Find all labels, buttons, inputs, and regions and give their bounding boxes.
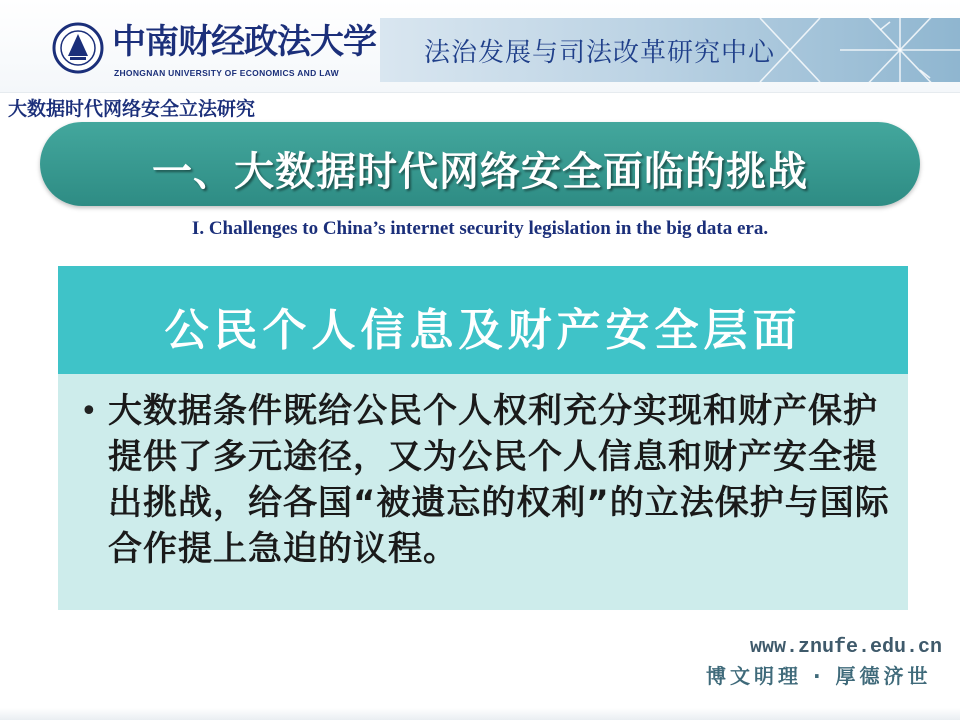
bullet-icon: • (80, 394, 98, 429)
footer-url: www.znufe.edu.cn (750, 636, 943, 659)
slide-header (0, 0, 960, 93)
section-title: 一、大数据时代网络安全面临的挑战 (152, 149, 808, 195)
university-name-en: ZHONGNAN UNIVERSITY OF ECONOMICS AND LAW (114, 68, 339, 78)
section-title-pill (40, 122, 920, 206)
footer-motto: 博文明理 · 厚德济世 (706, 664, 932, 688)
content-paragraph: 大数据条件既给公民个人权利充分实现和财产保护提供了多元途径，又为公民个人信息和财产安全提出挑战，给各国“被遗忘的权利”的立法保护与国际合作提上急迫的议程。 (108, 391, 890, 569)
university-name-cn: 中南财经政法大学 (112, 22, 376, 62)
content-heading-box (58, 266, 908, 374)
center-name: 法治发展与司法改革研究中心 (424, 38, 776, 68)
footer-divider (0, 708, 960, 720)
center-banner (380, 18, 960, 82)
english-subtitle: I. Challenges to China’s internet security legislation in the big data era. (191, 218, 769, 239)
content-body-box (58, 374, 908, 610)
university-seal-icon (52, 22, 104, 74)
content-heading: 公民个人信息及财产安全层面 (164, 305, 802, 356)
subject-title: 大数据时代网络安全立法研究 (8, 98, 256, 120)
